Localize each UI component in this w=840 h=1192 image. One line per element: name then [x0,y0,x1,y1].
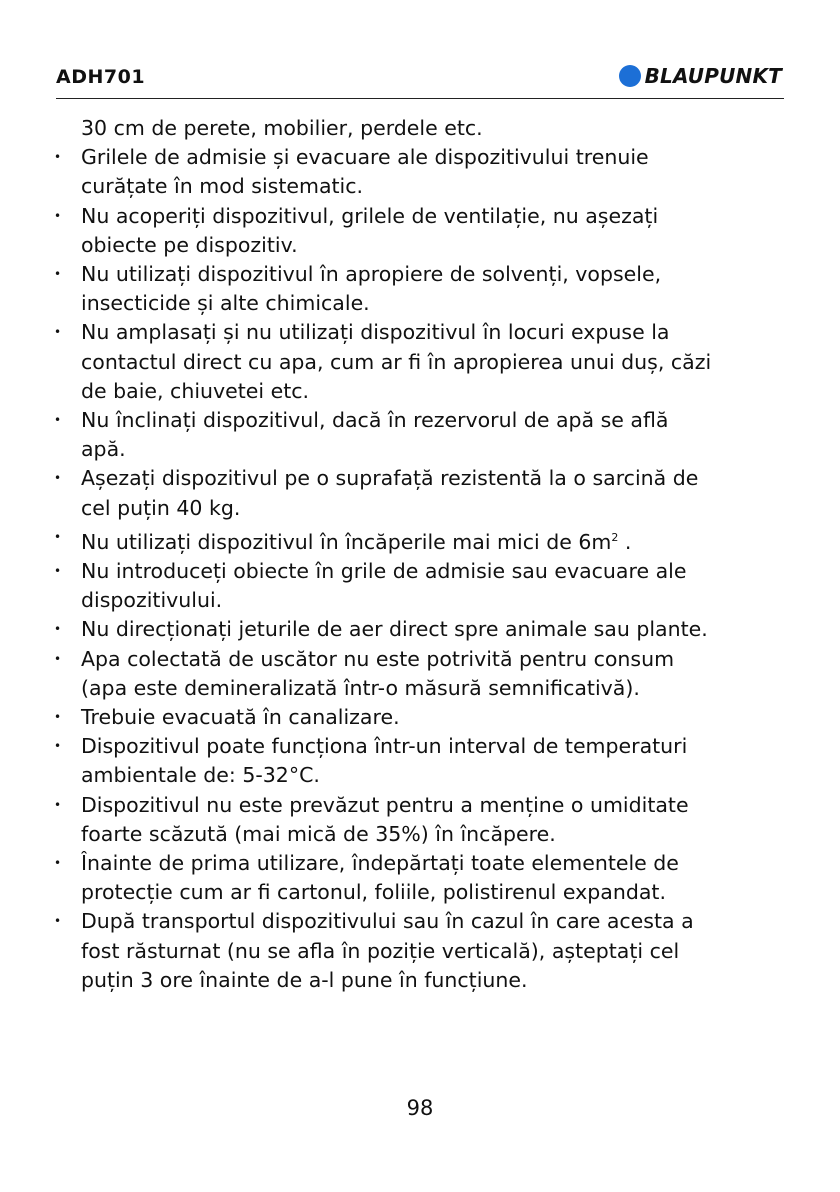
list-item-continuation [46,761,786,790]
bullet-icon: • [54,739,62,754]
bullet-icon: • [54,150,62,165]
list-item-continuation [46,377,786,406]
bullet-icon: • [54,710,62,725]
line-text: puțin 3 ore înainte de a-l pune în funcțiune. [81,967,528,992]
bullet-icon: • [54,413,62,428]
bullet-icon: • [54,529,62,544]
line-text: (apa este demineralizată într-o măsură semnificativă). [81,675,640,700]
list-item-first-line [46,645,786,674]
list-item-first-line [46,557,786,586]
bullet-icon: • [54,914,62,929]
brand-dot-icon [619,65,641,87]
bullet-icon: • [54,267,62,282]
line-text: Trebuie evacuată în canalizare. [81,705,400,730]
bullet-icon: • [54,622,62,637]
line-text: Înainte de prima utilizare, îndepărtați toate elementele de [81,851,679,876]
line-text: Nu introduceți obiecte în grile de admisie sau evacuare ale [81,559,687,584]
line-text: obiecte pe dispozitiv. [81,232,298,257]
line-text: Nu înclinați dispozitivul, dacă în rezervorul de apă se află [81,408,669,433]
list-item-first-line [46,318,786,347]
line-text: insecticide și alte chimicale. [81,291,370,316]
list-item-continuation [46,435,786,464]
bullet-icon: • [54,797,62,812]
bullet-icon: • [54,208,62,223]
bullet-icon: • [54,856,62,871]
list-item-first-line [46,464,786,493]
line-text: apă. [81,437,126,462]
list-item-first-line [46,907,786,936]
list-item-first-line [46,849,786,878]
list-item-first-line [46,615,786,644]
line-text: Nu utilizați dispozitivul în încăperile mai mici de 6m [81,529,612,554]
line-text: contactul direct cu apa, cum ar fi în apropierea unui duș, căzi [81,349,712,374]
line-text: Nu utilizați dispozitivul în apropiere de solvenți, vopsele, [81,262,662,287]
line-text: Nu acoperiți dispozitivul, grilele de ventilație, nu așezați [81,203,659,228]
brand-name: BLAUPUNKT [644,64,782,88]
line-text: Dispozitivul poate funcționa într-un interval de temperaturi [81,734,688,759]
list-item-continuation [46,937,786,966]
brand-logo [619,64,782,88]
line-text: fost răsturnat (nu se afla în poziție verticală), așteptați cel [81,938,680,963]
list-item-first-line [46,523,786,557]
list-item-continuation [46,586,786,615]
bullet-icon: • [54,651,62,666]
model-name: ADH701 [56,66,146,88]
list-item-first-line [46,202,786,231]
list-item-first-line [46,143,786,172]
list-item-first-line [46,406,786,435]
bullet-icon: • [54,471,62,486]
line-text: protecție cum ar fi cartonul, foliile, polistirenul expandat. [81,880,666,905]
list-item-first-line [46,260,786,289]
superscript: 2 [611,530,619,544]
line-text: ambientale de: 5-32°C. [81,763,320,788]
line-text: de baie, chiuvetei etc. [81,378,310,403]
list-item-first-line [46,791,786,820]
line-text: Așezați dispozitivul pe o suprafață rezistentă la o sarcină de [81,466,699,491]
line-text: Nu amplasați și nu utilizați dispozitivul în locuri expuse la [81,320,670,345]
bullet-icon: • [54,325,62,340]
list-item-continuation [46,966,786,995]
line-text: dispozitivului. [81,588,223,613]
page-number: 98 [406,1096,434,1120]
list-item-first-line [46,703,786,732]
list-item-continuation [46,674,786,703]
page-header [56,62,784,99]
line-text: cel puțin 40 kg. [81,495,241,520]
bullet-icon: • [54,564,62,579]
line-text: 30 cm de perete, mobilier, perdele etc. [81,116,483,140]
list-item-continuation [46,494,786,523]
line-text: curățate în mod sistematic. [81,174,364,199]
list-item-continuation [46,878,786,907]
line-text: După transportul dispozitivului sau în cazul în care acesta a [81,909,694,934]
list-item-first-line [46,732,786,761]
list-item-continuation [46,348,786,377]
list-item-continuation [46,231,786,260]
line-text: Nu direcționați jeturile de aer direct spre animale sau plante. [81,617,708,642]
line-text: Apa colectată de uscător nu este potrivită pentru consum [81,646,675,671]
list-item-continuation [46,820,786,849]
line-text: foarte scăzută (mai mică de 35%) în încăpere. [81,821,556,846]
list-item-continuation [46,289,786,318]
line-text-suffix: . [618,529,632,554]
line-text: Grilele de admisie și evacuare ale dispozitivului trenuie [81,145,649,170]
list-item-continuation [46,114,786,143]
list-item-continuation [46,172,786,201]
line-text: Dispozitivul nu este prevăzut pentru a menține o umiditate [81,792,689,817]
instructions-list [46,114,786,995]
